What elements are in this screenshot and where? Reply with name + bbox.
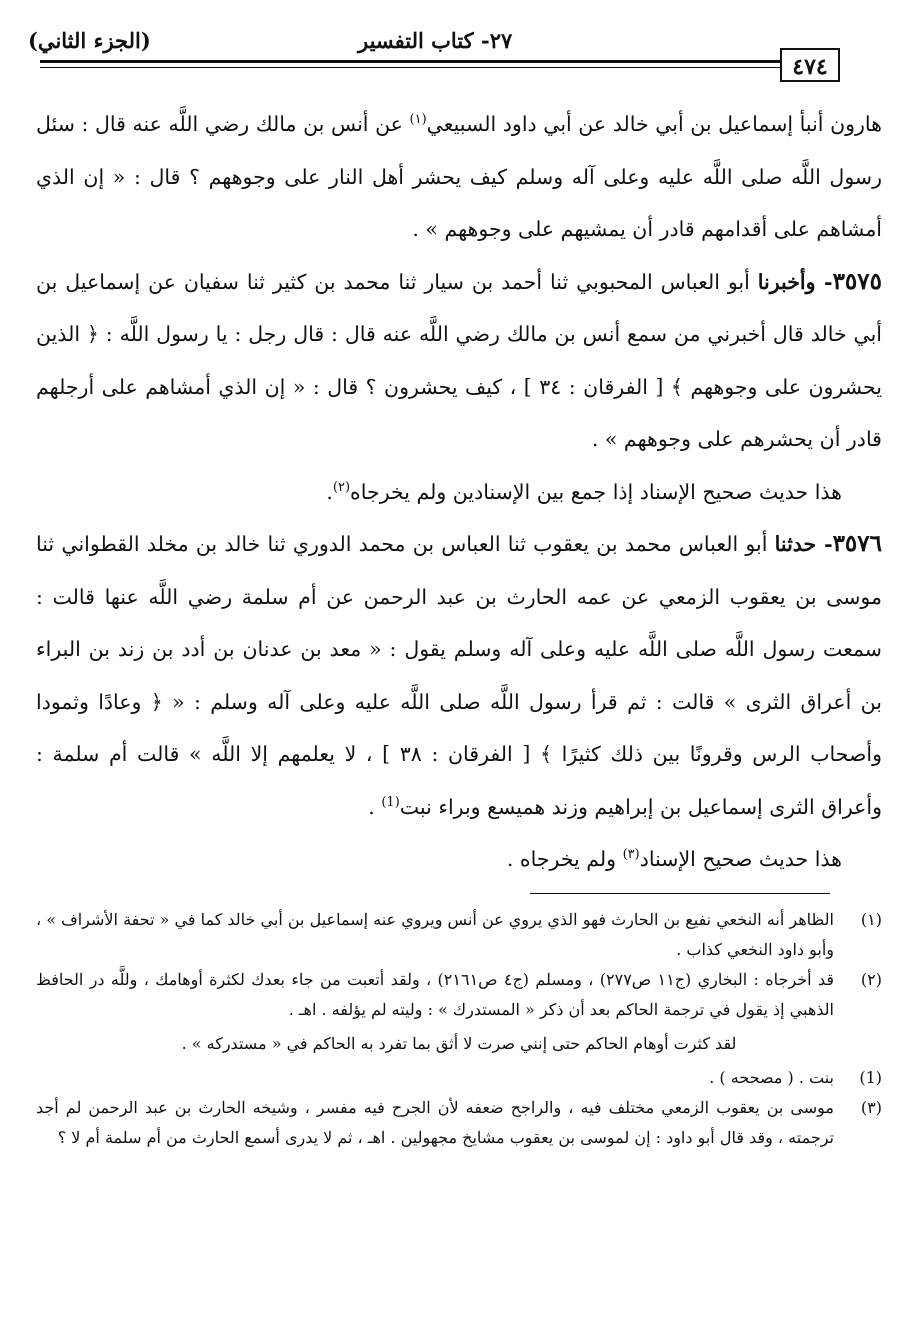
text-segment: . [368,794,382,819]
hadith-number: ٣٥٧٥ [832,267,882,295]
footnote-separator [530,893,830,894]
footnote-verse: لقد كثرت أوهام الحاكم حتى إنني صرت لا أثق بما تفرد به الحاكم في « مستدركه » . [181,1034,737,1053]
footnote-text: موسى بن يعقوب الزمعي مختلف فيه ، والراجح ضعفه لأن الجرح فيه مفسر ، وشيخه الحارث بن عبد الرحمن لم أجد ترجمته ، وقد قال أبو داود : إن لموسى بن يعقوب مشايخ مجهولين . اهـ ، ثم لا يدرى أسمع الحارث من أم سلمة أم لا ؟ [36,1098,835,1147]
footnote-1 [36,905,882,965]
footnote-ref: (٣) [622,847,640,863]
text-segment: . [326,479,333,504]
footnotes [36,905,882,1153]
volume-label: (الجزء الثاني) [28,28,151,53]
grading-text: هذا حديث صحيح الإسناد إذا جمع بين الإسنادين ولم يخرجاه [350,479,842,504]
text-segment: ولم يخرجاه . [506,847,623,871]
grading-text: هذا حديث صحيح الإسناد [639,847,842,871]
footnote-mark: (٢) [860,970,882,989]
footnote-ref: (1) [381,794,400,810]
footnote-text: بنت . ( مصححه ) . [709,1068,834,1087]
footnote-correction [36,1063,882,1093]
footnote-text: الظاهر أنه النخعي نفيع بن الحارث فهو الذي يروي عن أنس ويروي عنه إسماعيل بن أبي خالد كما في « تحفة الأشراف » ، وأبو داود النخعي كذاب . [36,910,834,959]
main-text [36,98,882,886]
footnote-text: قد أخرجاه : البخاري (ج١١ ص٢٧٧) ، ومسلم (ج٤ ص٢١٦١) ، ولقد أتعبت من جاء بعدك لكثرة أوهامك ، وللَّه در الحافظ الذهبي إذ يقول في ترجمة الحاكم بعد أن ذكر « المستدرك » : وليته لم يؤلفه . اهـ . [36,970,835,1019]
hadith-text: أبو العباس محمد بن يعقوب ثنا العباس بن محمد الدوري ثنا خالد بن مخلد القطواني ثنا موسى بن يعقوب الزمعي عن عمه الحارث بن عبد الرحمن عن أم سلمة رضي اللَّه عنها قالت : سمعت رسول اللَّه صلى اللَّه عليه وعلى آله وسلم يقول : « معد بن عدنان بن أدد بن زند بن البراء بن أعراق الثرى » قالت : ثم قرأ رسول اللَّه صلى اللَّه عليه وعلى آله وسلم : « ﴿ وعادًا وثمودا وأصحاب الرس وقرونًا بين ذلك كثيرًا ﴾ [ الفرقان : ٣٨ ] ، لا يعلمهم إلا اللَّه » قالت أم سلمة : وأعراق الثرى إسماعيل بن إبراهيم وزند هميسع وبراء نبت [36,532,882,819]
hadith-3575 [36,256,882,466]
footnote-mark: (١) [860,910,882,929]
hadith-3576 [36,518,882,833]
page-header [28,28,890,58]
header-rule-thick [40,60,780,63]
page-number: ٤٧٤ [780,48,840,82]
header-rule-thin [40,67,780,68]
hadith-lead: - حدثنا [774,532,833,556]
grading-note [36,466,882,519]
grading-note [36,833,882,886]
footnote-mark: (٣) [860,1098,882,1117]
text-segment: هارون أنبأ إسماعيل بن أبي خالد عن أبي داود السبيعي [426,112,882,136]
footnote-ref: (١) [409,112,427,128]
paragraph-continuation [36,98,882,256]
footnote-3 [36,1093,882,1153]
chapter-title: ٢٧- كتاب التفسير [358,28,513,53]
hadith-text: أبو العباس المحبوبي ثنا أحمد بن سيار ثنا محمد بن كثير ثنا سفيان عن إسماعيل بن أبي خالد قال أخبرني من سمع أنس بن مالك رضي اللَّه عنه قال : قال رجل : يا رسول اللَّه : ﴿ الذين يحشرون على وجوههم ﴾ [ الفرقان : ٣٤ ] ، كيف يحشرون ؟ قال : « إن الذي أمشاهم على أرجلهم قادر أن يحشرهم على وجوههم » . [36,269,882,451]
text-segment: عن أنس بن مالك رضي اللَّه عنه قال : سئل رسول اللَّه صلى اللَّه عليه وعلى آله وسلم كيف يحشر أهل النار على وجوههم ؟ قال : « إن الذي أمشاهم على أقدامهم قادر أن يمشيهم على وجوههم » . [36,112,882,241]
footnote-mark: (1) [859,1068,882,1087]
footnote-2 [36,965,882,1025]
footnote-ref: (٢) [332,479,351,495]
hadith-number: ٣٥٧٦ [832,530,882,557]
hadith-lead: - وأخبرنا [757,269,833,294]
